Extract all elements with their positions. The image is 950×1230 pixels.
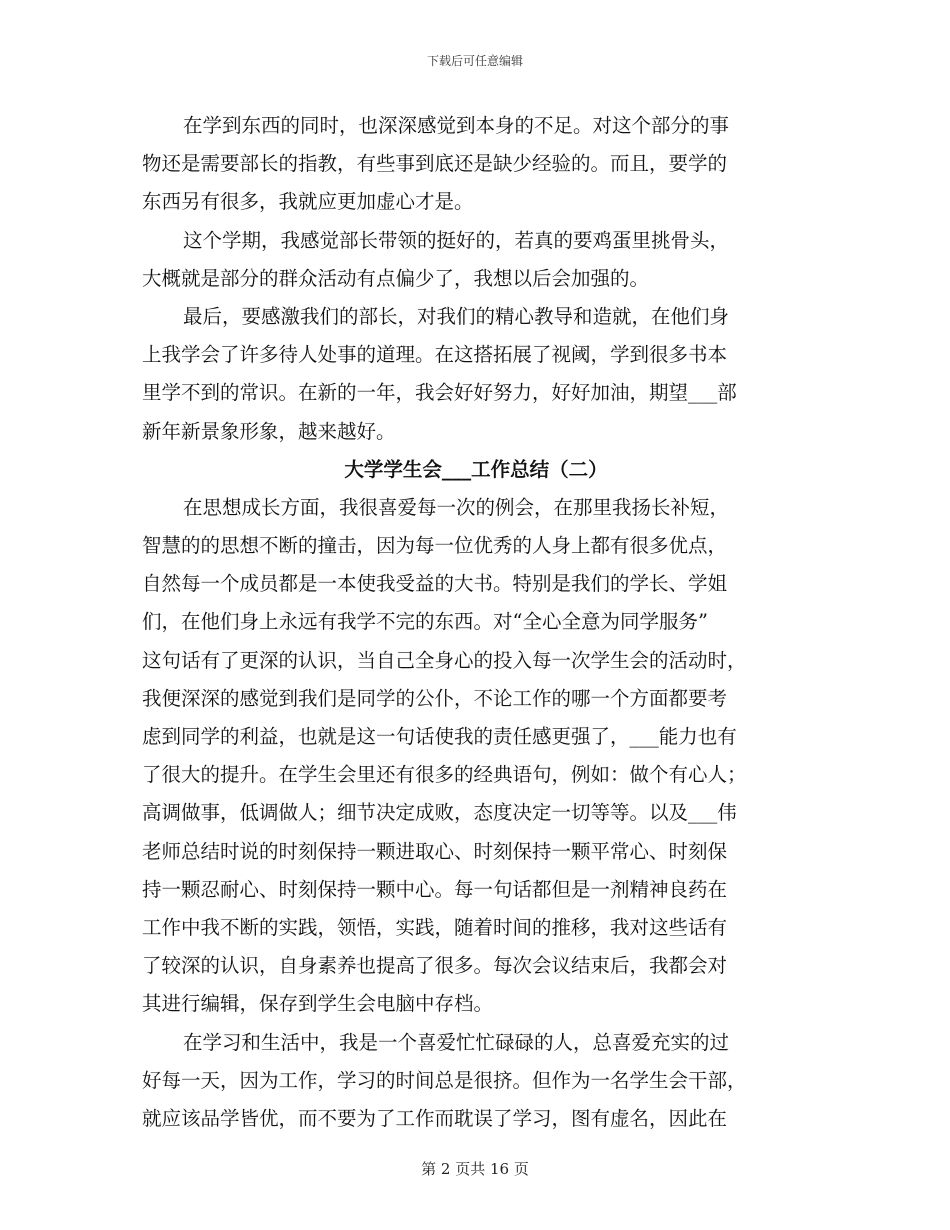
text-line: 就应该品学皆优，而不要为了工作而耽误了学习，图有虚名，因此在	[142, 1106, 728, 1130]
text-line: 高调做事，低调做人；细节决定成败，态度决定一切等等。以及___伟	[142, 801, 737, 825]
text-line: 持一颗忍耐心、时刻保持一颗中心。每一句话都但是一剂精神良药在	[142, 877, 728, 901]
text-line: 新年新景象形象，越来越好。	[142, 419, 396, 443]
text-line: 虑到同学的利益，也就是这一句话使我的责任感更强了，___能力也有	[142, 725, 737, 748]
text-line: 这句话有了更深的认识，当自己全身心的投入每一次学生会的活动时，	[142, 648, 747, 672]
text-line: 好每一天，因为工作，学习的时间总是很挤。但作为一名学生会干部，	[142, 1068, 747, 1092]
text-line: 了较深的认识，自身素养也提高了很多。每次会议结束后，我都会对	[142, 954, 728, 978]
text-line: 在学习和生活中，我是一个喜爱忙忙碌碌的人，总喜爱充实的过	[183, 1030, 730, 1054]
page-header: 下载后可任意编辑	[426, 54, 523, 68]
text-line: 物还是需要部长的指教，有些事到底还是缺少经验的。而且，要学的	[142, 152, 728, 176]
text-line: 老师总结时说的时刻保持一颗进取心、时刻保持一颗平常心、时刻保	[142, 839, 728, 863]
text-line: 上我学会了许多待人处事的道理。在这搭拓展了视阈，学到很多书本	[142, 343, 728, 367]
text-line: 大概就是部分的群众活动有点偏少了，我想以后会加强的。	[142, 266, 650, 290]
text-line: 在学到东西的同时，也深深感觉到本身的不足。对这个部分的事	[183, 114, 730, 137]
page-footer: 第 2 页共 16 页	[421, 1160, 529, 1178]
text-line: 在思想成长方面，我很喜爱每一次的例会，在那里我扬长补短，	[183, 495, 730, 519]
text-line: 其进行编辑，保存到学生会电脑中存档。	[142, 992, 494, 1016]
text-line: 我便深深的感觉到我们是同学的公仆，不论工作的哪一个方面都要考	[142, 686, 728, 710]
text-line: 智慧的的思想不断的撞击，因为每一位优秀的人身上都有很多优点，	[142, 534, 728, 558]
document-body	[142, 107, 810, 1138]
text-line: 最后，要感激我们的部长，对我们的精心教导和造就，在他们身	[183, 304, 730, 328]
text-line: 这个学期，我感觉部长带领的挺好的，若真的要鸡蛋里挑骨头，	[183, 228, 730, 252]
text-line: 了很大的提升。在学生会里还有很多的经典语句，例如：做个有心人；	[142, 763, 747, 787]
section-heading: 大学学生会___工作总结（二）	[344, 457, 608, 481]
text-line: 们，在他们身上永远有我学不完的东西。对“全心全意为同学服务”	[142, 610, 708, 634]
text-line: 工作中我不断的实践，领悟，实践，随着时间的推移，我对这些话有	[142, 915, 728, 939]
text-line: 里学不到的常识。在新的一年，我会好好努力，好好加油，期望___部	[142, 381, 737, 405]
text-line: 东西另有很多，我就应更加虚心才是。	[142, 190, 474, 214]
text-line: 自然每一个成员都是一本使我受益的大书。特别是我们的学长、学姐	[142, 572, 728, 596]
